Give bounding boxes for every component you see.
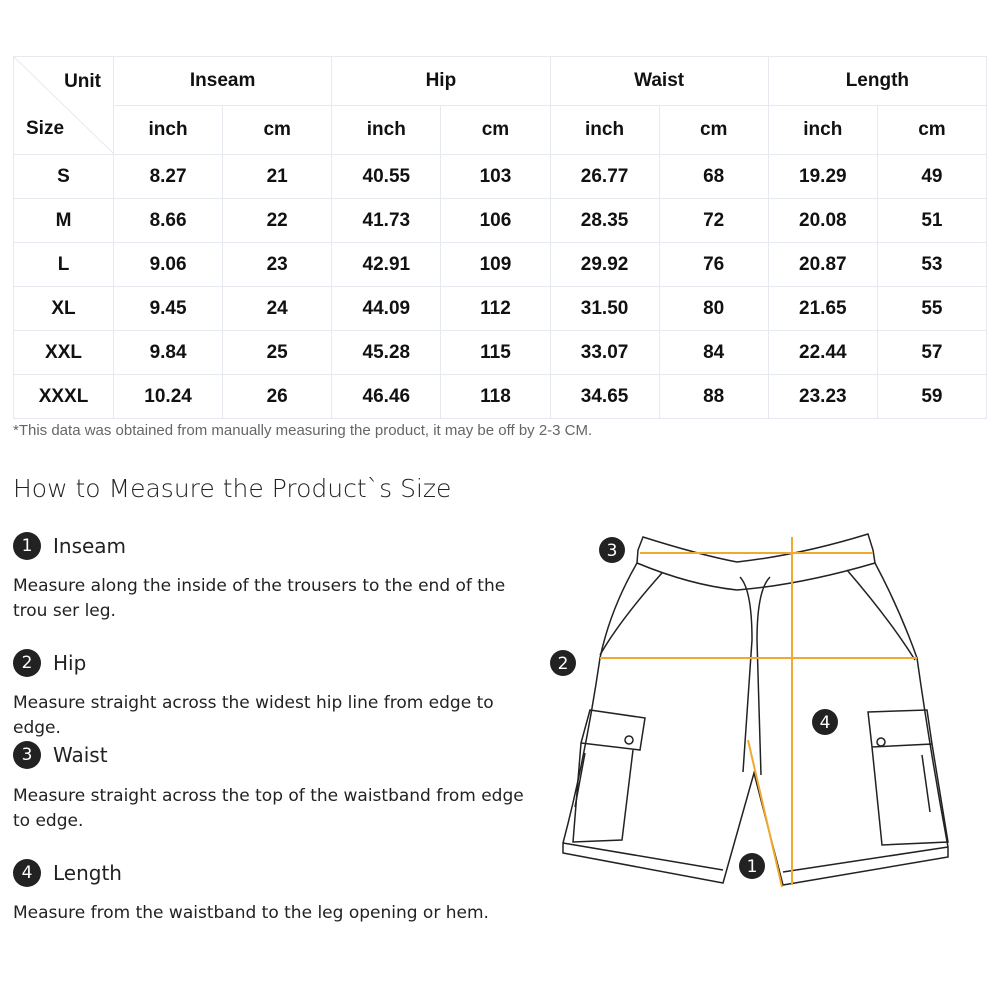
header-length: Length [768, 57, 986, 106]
value-cell: 106 [441, 199, 550, 243]
value-cell: 23 [223, 243, 332, 287]
badge-1-icon [739, 853, 765, 879]
unit-header: inch [114, 106, 223, 155]
value-cell: 22 [223, 199, 332, 243]
svg-text:2: 2 [557, 654, 569, 674]
value-cell: 9.06 [114, 243, 223, 287]
value-cell: 21.65 [768, 287, 877, 331]
value-cell: 23.23 [768, 375, 877, 419]
value-cell: 59 [877, 375, 986, 419]
value-cell: 22.44 [768, 331, 877, 375]
value-cell: 8.66 [114, 199, 223, 243]
value-cell: 115 [441, 331, 550, 375]
value-cell: 103 [441, 155, 550, 199]
value-cell: 55 [877, 287, 986, 331]
value-cell: 40.55 [332, 155, 441, 199]
step-title: Hip [53, 651, 87, 675]
value-cell: 26 [223, 375, 332, 419]
value-cell: 51 [877, 199, 986, 243]
value-cell: 76 [659, 243, 768, 287]
badge-3-icon [599, 537, 625, 563]
value-cell: 21 [223, 155, 332, 199]
value-cell: 19.29 [768, 155, 877, 199]
unit-label: Unit [64, 71, 101, 92]
value-cell: 44.09 [332, 287, 441, 331]
step-number-badge: 4 [13, 859, 41, 887]
unit-header: cm [659, 106, 768, 155]
step-number-badge: 3 [13, 741, 41, 769]
value-cell: 88 [659, 375, 768, 419]
size-cell: M [14, 199, 114, 243]
size-label: Size [26, 118, 65, 139]
value-cell: 68 [659, 155, 768, 199]
badge-4-icon [812, 709, 838, 735]
shorts-outline-icon [563, 534, 948, 885]
value-cell: 80 [659, 287, 768, 331]
badge-2-icon [550, 650, 576, 676]
value-cell: 10.24 [114, 375, 223, 419]
size-cell: L [14, 243, 114, 287]
value-cell: 118 [441, 375, 550, 419]
value-cell: 25 [223, 331, 332, 375]
value-cell: 34.65 [550, 375, 659, 419]
value-cell: 84 [659, 331, 768, 375]
unit-header: inch [550, 106, 659, 155]
step-description: Measure straight across the top of the waistband from edge to edge. [13, 786, 524, 831]
value-cell: 53 [877, 243, 986, 287]
header-hip: Hip [332, 57, 550, 106]
svg-text:4: 4 [819, 713, 831, 733]
value-cell: 9.84 [114, 331, 223, 375]
value-cell: 31.50 [550, 287, 659, 331]
header-waist: Waist [550, 57, 768, 106]
value-cell: 9.45 [114, 287, 223, 331]
unit-header: cm [441, 106, 550, 155]
step-description: Measure along the inside of the trousers to the end of the trou ser leg. [13, 576, 506, 621]
value-cell: 20.08 [768, 199, 877, 243]
step-number-badge: 1 [13, 532, 41, 560]
value-cell: 33.07 [550, 331, 659, 375]
header-inseam: Inseam [114, 57, 332, 106]
step-description: Measure straight across the widest hip line from edge to edge. [13, 693, 494, 738]
value-cell: 24 [223, 287, 332, 331]
unit-header: cm [223, 106, 332, 155]
section-heading: How to Measure the Product`s Size [13, 474, 452, 503]
value-cell: 45.28 [332, 331, 441, 375]
value-cell: 46.46 [332, 375, 441, 419]
unit-header: inch [332, 106, 441, 155]
value-cell: 29.92 [550, 243, 659, 287]
size-cell: S [14, 155, 114, 199]
value-cell: 49 [877, 155, 986, 199]
step-title: Waist [53, 743, 108, 767]
measurement-note: *This data was obtained from manually measuring the product, it may be off by 2-3 CM. [13, 422, 593, 439]
svg-text:1: 1 [746, 857, 758, 877]
size-cell: XL [14, 287, 114, 331]
value-cell: 72 [659, 199, 768, 243]
value-cell: 112 [441, 287, 550, 331]
value-cell: 109 [441, 243, 550, 287]
step-description: Measure from the waistband to the leg opening or hem. [13, 903, 489, 923]
step-title: Length [53, 861, 122, 885]
value-cell: 57 [877, 331, 986, 375]
value-cell: 8.27 [114, 155, 223, 199]
size-cell: XXXL [14, 375, 114, 419]
unit-header: cm [877, 106, 986, 155]
value-cell: 20.87 [768, 243, 877, 287]
step-number-badge: 2 [13, 649, 41, 677]
step-title: Inseam [53, 534, 127, 558]
value-cell: 28.35 [550, 199, 659, 243]
value-cell: 41.73 [332, 199, 441, 243]
svg-text:3: 3 [606, 541, 618, 561]
value-cell: 26.77 [550, 155, 659, 199]
unit-header: inch [768, 106, 877, 155]
value-cell: 42.91 [332, 243, 441, 287]
size-cell: XXL [14, 331, 114, 375]
